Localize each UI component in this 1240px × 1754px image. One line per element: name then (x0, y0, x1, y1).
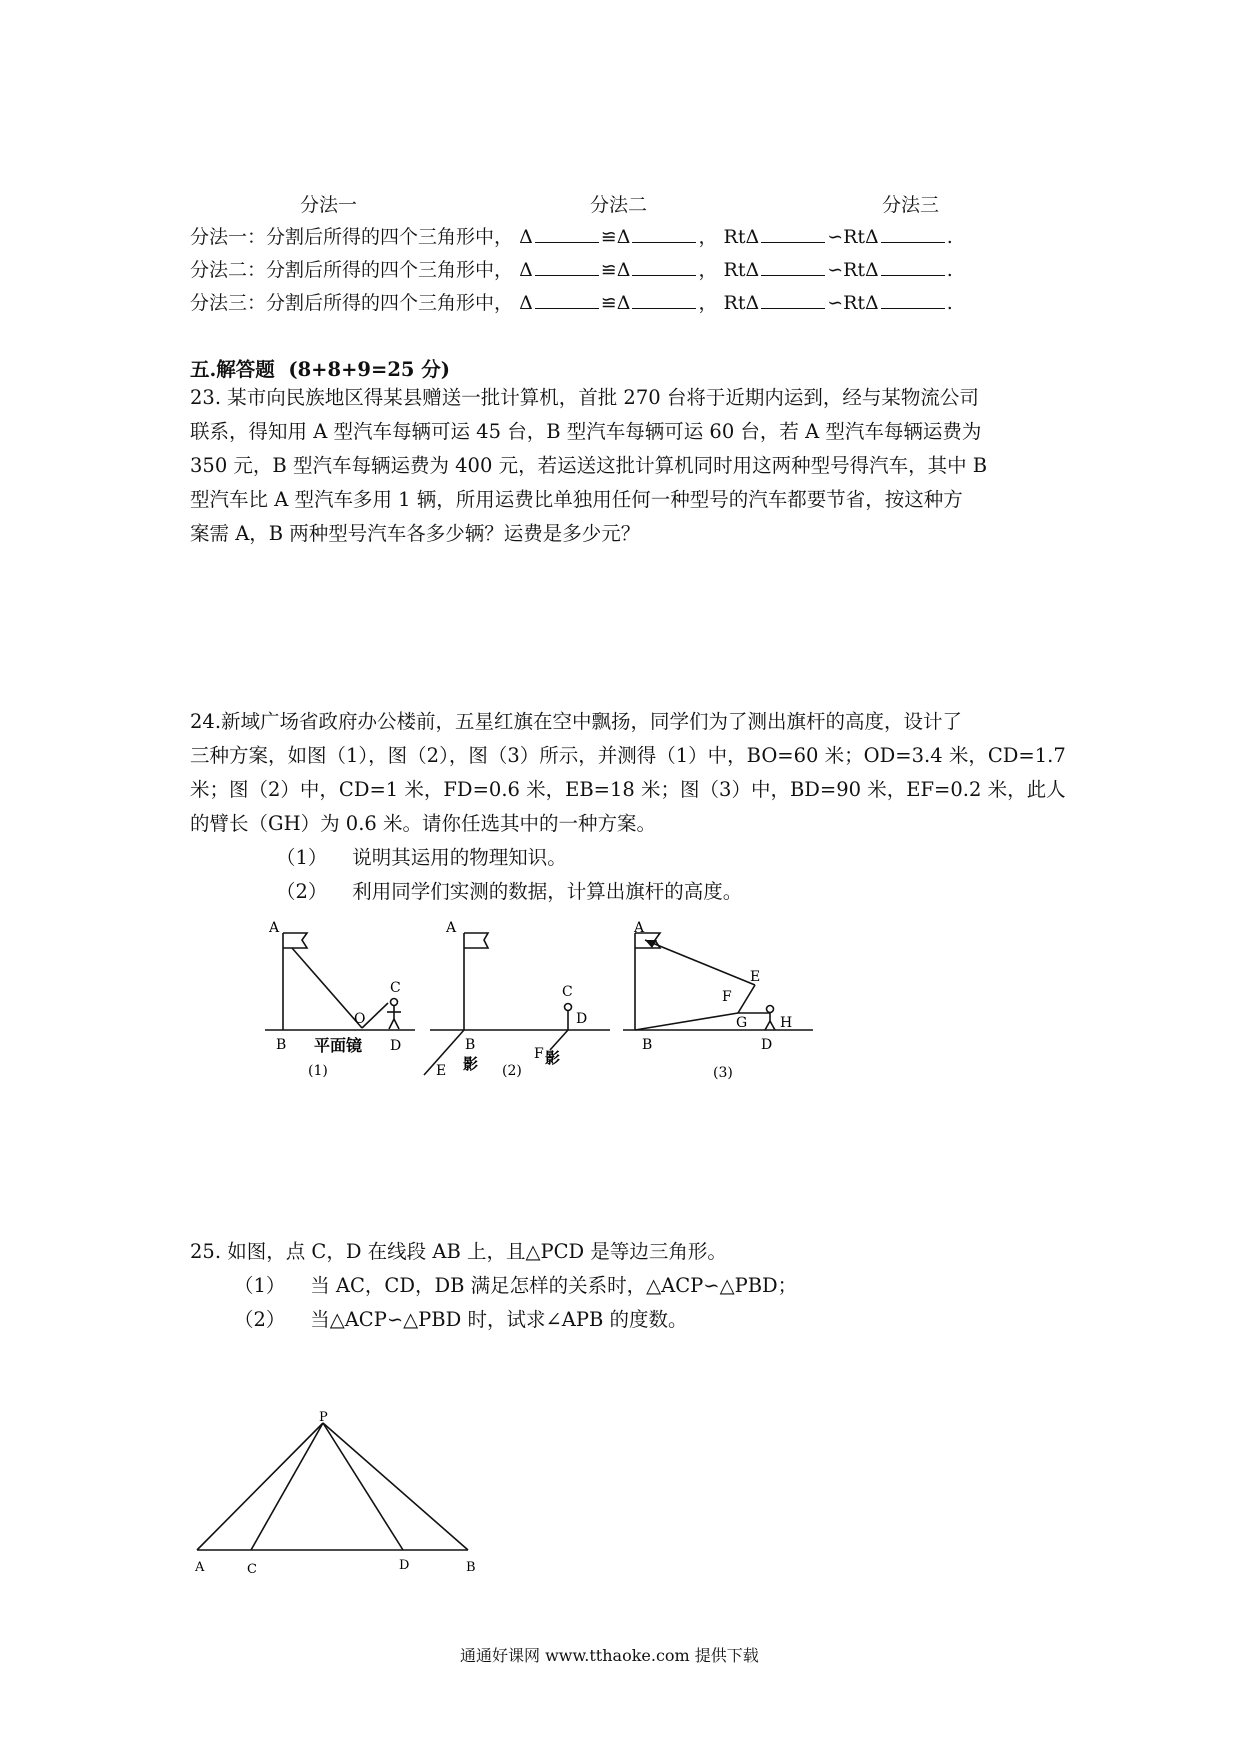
fig2-caption: (2) (502, 1063, 522, 1079)
fig25-label-A: A (195, 1560, 205, 1575)
fig1-ray-down (292, 948, 362, 1028)
fig1-ray-up (362, 1003, 388, 1028)
answer-blank[interactable] (881, 224, 945, 243)
fig3-label-E: E (750, 969, 761, 985)
fig1-label-D: D (390, 1038, 402, 1054)
answer-blank[interactable] (535, 224, 599, 243)
section-title: 五.解答题 (8+8+9=25 分) (190, 358, 450, 381)
method-line-3: 分法三：分割后所得的四个三角形中， Δ ≌Δ ， RtΔ ∽RtΔ . (190, 292, 953, 314)
fig1-person-head (391, 999, 398, 1006)
fig2-person-shadow (550, 1030, 568, 1050)
question-24: 24.新域广场省政府办公楼前，五星红旗在空中飘扬，同学们为了测出旗杆的高度，设计了 三种方案，如图（1），图（2），图（3）所示，并测得（1）中，BO=60 米；OD=3.4 米，CD=1.7 米；图（2）中，CD=1 米，FD=0.6 米，EB=18 米；图（3）中，BD=90 米，EF=0.2 米，此人 的臂长（GH）为 0.6 米。请你任选其中的一种方案。 （1） 说明其运用的物理知识。 （2） 利用同学们实测的数据，计算出旗杆的高度。 (190, 705, 1070, 909)
fig3-sight-top (645, 940, 755, 985)
fig25-label-P: P (319, 1410, 328, 1425)
segment-PB (323, 1423, 468, 1550)
fig3-sight-bottom (635, 1013, 738, 1030)
method-line-1: 分法一：分割后所得的四个三角形中， Δ ≌Δ ， RtΔ ∽RtΔ . (190, 226, 953, 248)
fig2-label-B: B (465, 1037, 476, 1053)
fig3-label-A: A (634, 920, 645, 936)
fig2-label-D: D (576, 1011, 588, 1027)
fig3-label-B: B (642, 1037, 653, 1053)
question-25: 25. 如图，点 C，D 在线段 AB 上，且△PCD 是等边三角形。 （1） 当 AC，CD，DB 满足怎样的关系时，△ACP∽△PBD； （2） 当△ACP∽△PBD 时，试求∠APB 的度数。 (190, 1235, 1070, 1337)
q25-sub-1: （1） 当 AC，CD，DB 满足怎样的关系时，△ACP∽△PBD； (234, 1274, 798, 1297)
answer-blank[interactable] (761, 257, 825, 276)
segment-PD (323, 1423, 403, 1550)
segment-PA (197, 1423, 323, 1550)
fig1-label-C: C (390, 980, 401, 996)
fig1-label-A: A (269, 920, 280, 936)
answer-blank[interactable] (761, 290, 825, 309)
fig25-label-B: B (466, 1560, 476, 1575)
fig2-flag (464, 933, 488, 948)
method-header-2: 分法二 (590, 194, 648, 216)
q24-figures (250, 910, 850, 1090)
fig3-label-F: F (722, 989, 732, 1005)
fig1-mirror-label: 平面镜 (314, 1036, 363, 1055)
fig3-caption: (3) (713, 1065, 733, 1081)
method-header-3: 分法三 (882, 194, 940, 216)
fig25-label-D: D (399, 1558, 410, 1573)
fig3-label-G: G (736, 1015, 748, 1031)
method-header-1: 分法一 (300, 194, 358, 216)
fig3-ruler (738, 985, 755, 1013)
q24-sub-1: （1） 说明其运用的物理知识。 (276, 846, 567, 869)
answer-blank[interactable] (632, 257, 696, 276)
answer-blank[interactable] (881, 257, 945, 276)
q24-sub-2: （2） 利用同学们实测的数据，计算出旗杆的高度。 (276, 880, 743, 903)
fig2-label-A: A (446, 920, 457, 936)
fig2-label-E: E (436, 1063, 447, 1079)
fig1-label-B: B (276, 1037, 287, 1053)
fig3-person-head (767, 1006, 774, 1013)
fig2-person-head (565, 1004, 572, 1011)
fig1-caption: (1) (308, 1063, 328, 1079)
answer-blank[interactable] (632, 224, 696, 243)
fig2-shadow-label-1: 影 (463, 1055, 479, 1073)
fig3-label-H: H (780, 1015, 793, 1031)
question-23: 23. 某市向民族地区得某县赠送一批计算机，首批 270 台将于近期内运到，经与某物流公司 联系，得知用 A 型汽车每辆可运 45 台，B 型汽车每辆可运 60 台，若 A 型汽车每辆运费为 350 元，B 型汽车每辆运费为 400 元，若运送这批计算机同时用这两种型号得汽车，其中 B 型汽车比 A 型汽车多用 1 辆，所用运费比单独用任何一种型号的汽车都要节省，按这种方 案需 A，B 两种型号汽车各多少辆？运费是多少元？ (190, 386, 988, 545)
fig1-label-O: O (354, 1011, 366, 1027)
segment-PC (251, 1423, 323, 1550)
fig25-label-C: C (247, 1562, 257, 1577)
answer-blank[interactable] (632, 290, 696, 309)
footer: 通通好课网 www.tthaoke.com 提供下载 (460, 1646, 759, 1665)
answer-blank[interactable] (535, 257, 599, 276)
fig2-label-F: F (534, 1046, 544, 1062)
fig3-label-D: D (761, 1037, 773, 1053)
answer-blank[interactable] (535, 290, 599, 309)
fig1-flag (283, 933, 307, 948)
answer-blank[interactable] (881, 290, 945, 309)
fig2-label-C: C (562, 984, 573, 1000)
method-line-2: 分法二：分割后所得的四个三角形中， Δ ≌Δ ， RtΔ ∽RtΔ . (190, 259, 953, 281)
fig2-shadow-label-2: 影 (545, 1049, 561, 1067)
q25-figure (180, 1405, 500, 1585)
answer-blank[interactable] (761, 224, 825, 243)
q25-sub-2: （2） 当△ACP∽△PBD 时，试求∠APB 的度数。 (234, 1308, 688, 1331)
